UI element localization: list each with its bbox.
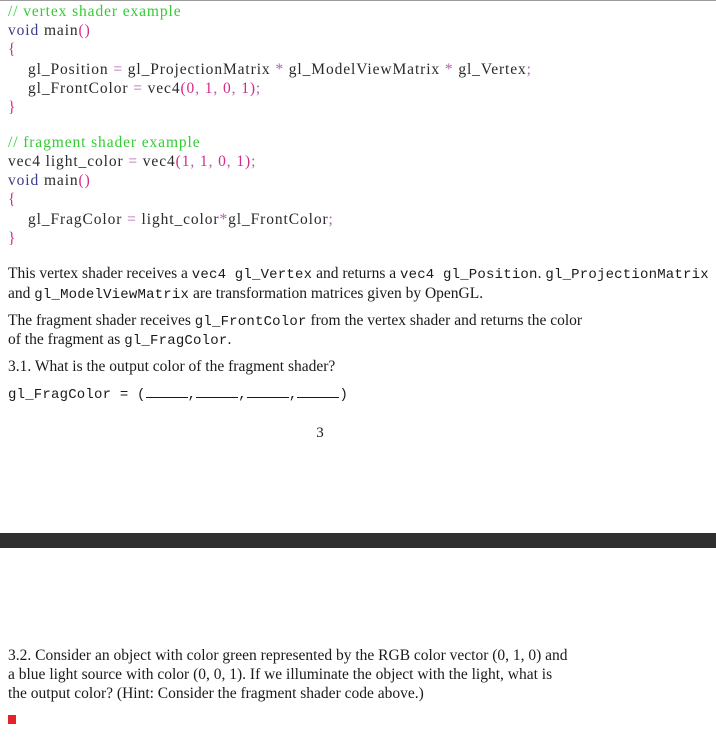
code-modelview-matrix: gl_ModelViewMatrix (34, 287, 190, 303)
paren: ( (180, 80, 187, 97)
fragment-comment: // fragment shader example (8, 134, 201, 151)
vertex-line-position (28, 60, 532, 79)
number: 1 (199, 153, 209, 170)
paragraph-fragment-desc-line1 (8, 311, 582, 332)
text: . (227, 331, 232, 348)
answer-line-3-1 (8, 384, 348, 405)
gl-vertex-token: gl_Vertex (458, 61, 527, 78)
vertex-comment: // vertex shader example (8, 3, 182, 20)
text: This vertex shader receives a (8, 265, 192, 282)
equals-op: = (127, 211, 137, 228)
open-brace: { (8, 41, 17, 58)
projection-matrix-token: gl_ProjectionMatrix (127, 61, 271, 78)
gl-frontcolor-token: gl_FrontColor (28, 80, 129, 97)
main-function: main (43, 22, 79, 39)
void-keyword: void (8, 22, 40, 39)
paragraph-vertex-desc-line1 (8, 264, 709, 285)
close-brace: } (8, 99, 17, 116)
semicolon: ; (526, 61, 532, 78)
fragment-signature (8, 171, 91, 190)
answer-blank-g[interactable] (196, 385, 238, 398)
gl-position-token: gl_Position (28, 61, 109, 78)
text: are transformation matrices given by OpenGL. (189, 285, 484, 302)
text: from the vertex shader and returns the color (306, 312, 583, 329)
code-gl-frontcolor: gl_FrontColor (194, 314, 307, 330)
open-brace: { (8, 191, 17, 208)
number: 0 (218, 153, 227, 170)
void-keyword: void (8, 172, 40, 189)
parens: () (78, 172, 91, 189)
gl-frontcolor-token: gl_FrontColor (228, 211, 329, 228)
question-3-1: 3.1. What is the output color of the fragment shader? (8, 358, 336, 375)
semicolon: ; (328, 211, 334, 228)
paren: ) (245, 153, 252, 170)
paren: ( (175, 153, 182, 170)
number: 1 (204, 80, 214, 97)
semicolon: ; (251, 153, 257, 170)
text: and returns a (312, 265, 400, 282)
number: 0 (222, 80, 232, 97)
page-number: 3 (316, 425, 324, 441)
vec4-token: vec4 (142, 153, 176, 170)
multiply-op: * (444, 61, 454, 78)
close-brace: } (8, 230, 17, 247)
semicolon: ; (255, 80, 262, 97)
answer-prefix: gl_FragColor = ( (8, 387, 146, 403)
text: . (537, 265, 546, 282)
vertex-line-frontcolor: gl_FrontColor = vec4(0, 1, 0, 1); (28, 80, 262, 97)
question-3-2-line2: a blue light source with color (0, 0, 1). If we illuminate the object with the light, what is (8, 666, 553, 683)
multiply-op: * (275, 61, 284, 78)
question-3-2-line1: 3.2. Consider an object with color green represented by the RGB color vector (0, 1, 0) and (8, 647, 568, 664)
multiply-op: * (219, 211, 229, 228)
equals-op: = (133, 80, 143, 97)
main-function: main (43, 172, 79, 189)
answer-blank-r[interactable] (146, 385, 188, 398)
paragraph-vertex-desc-line2 (8, 284, 483, 305)
code-gl-fragcolor: gl_FragColor (124, 333, 228, 349)
paren: ) (249, 80, 256, 97)
code-gl-vertex: vec4 gl_Vertex (191, 267, 313, 283)
light-color-token: light_color (141, 211, 220, 228)
equals-op: = (113, 61, 123, 78)
vertex-signature (8, 21, 91, 40)
text: and (8, 285, 35, 302)
number: 1 (181, 153, 191, 170)
number: 0 (186, 80, 196, 97)
answer-suffix: ) (339, 387, 349, 403)
answer-blank-a[interactable] (297, 385, 339, 398)
text: of the fragment as (8, 331, 125, 348)
top-border (0, 0, 716, 1)
code-gl-position: vec4 gl_Position (400, 267, 538, 283)
code-projection-matrix: gl_ProjectionMatrix (545, 267, 709, 283)
comma: , (187, 387, 197, 403)
gl-fragcolor-token: gl_FragColor (28, 211, 123, 228)
number: 1 (241, 80, 250, 97)
comma: , (288, 387, 298, 403)
parens: () (78, 22, 91, 39)
light-color-token: light_color (45, 153, 124, 170)
light-color-decl: vec4 light_color = vec4(1, 1, 0, 1); (8, 153, 257, 170)
paragraph-fragment-desc-line2 (8, 330, 231, 351)
fragcolor-assignment (28, 210, 334, 229)
number: 1 (236, 153, 246, 170)
text: The fragment shader receives (8, 312, 195, 329)
equals-op: = (128, 153, 138, 170)
text-cursor-marker (8, 715, 16, 724)
comma: , (238, 387, 247, 403)
vec4-token: vec4 (147, 80, 181, 97)
vec4-type: vec4 (8, 153, 41, 170)
modelview-matrix-token: gl_ModelViewMatrix (288, 61, 441, 78)
page-break-bar (0, 533, 716, 548)
question-3-2-line3: the output color? (Hint: Consider the fragment shader code above.) (8, 685, 424, 702)
answer-blank-b[interactable] (247, 385, 289, 398)
